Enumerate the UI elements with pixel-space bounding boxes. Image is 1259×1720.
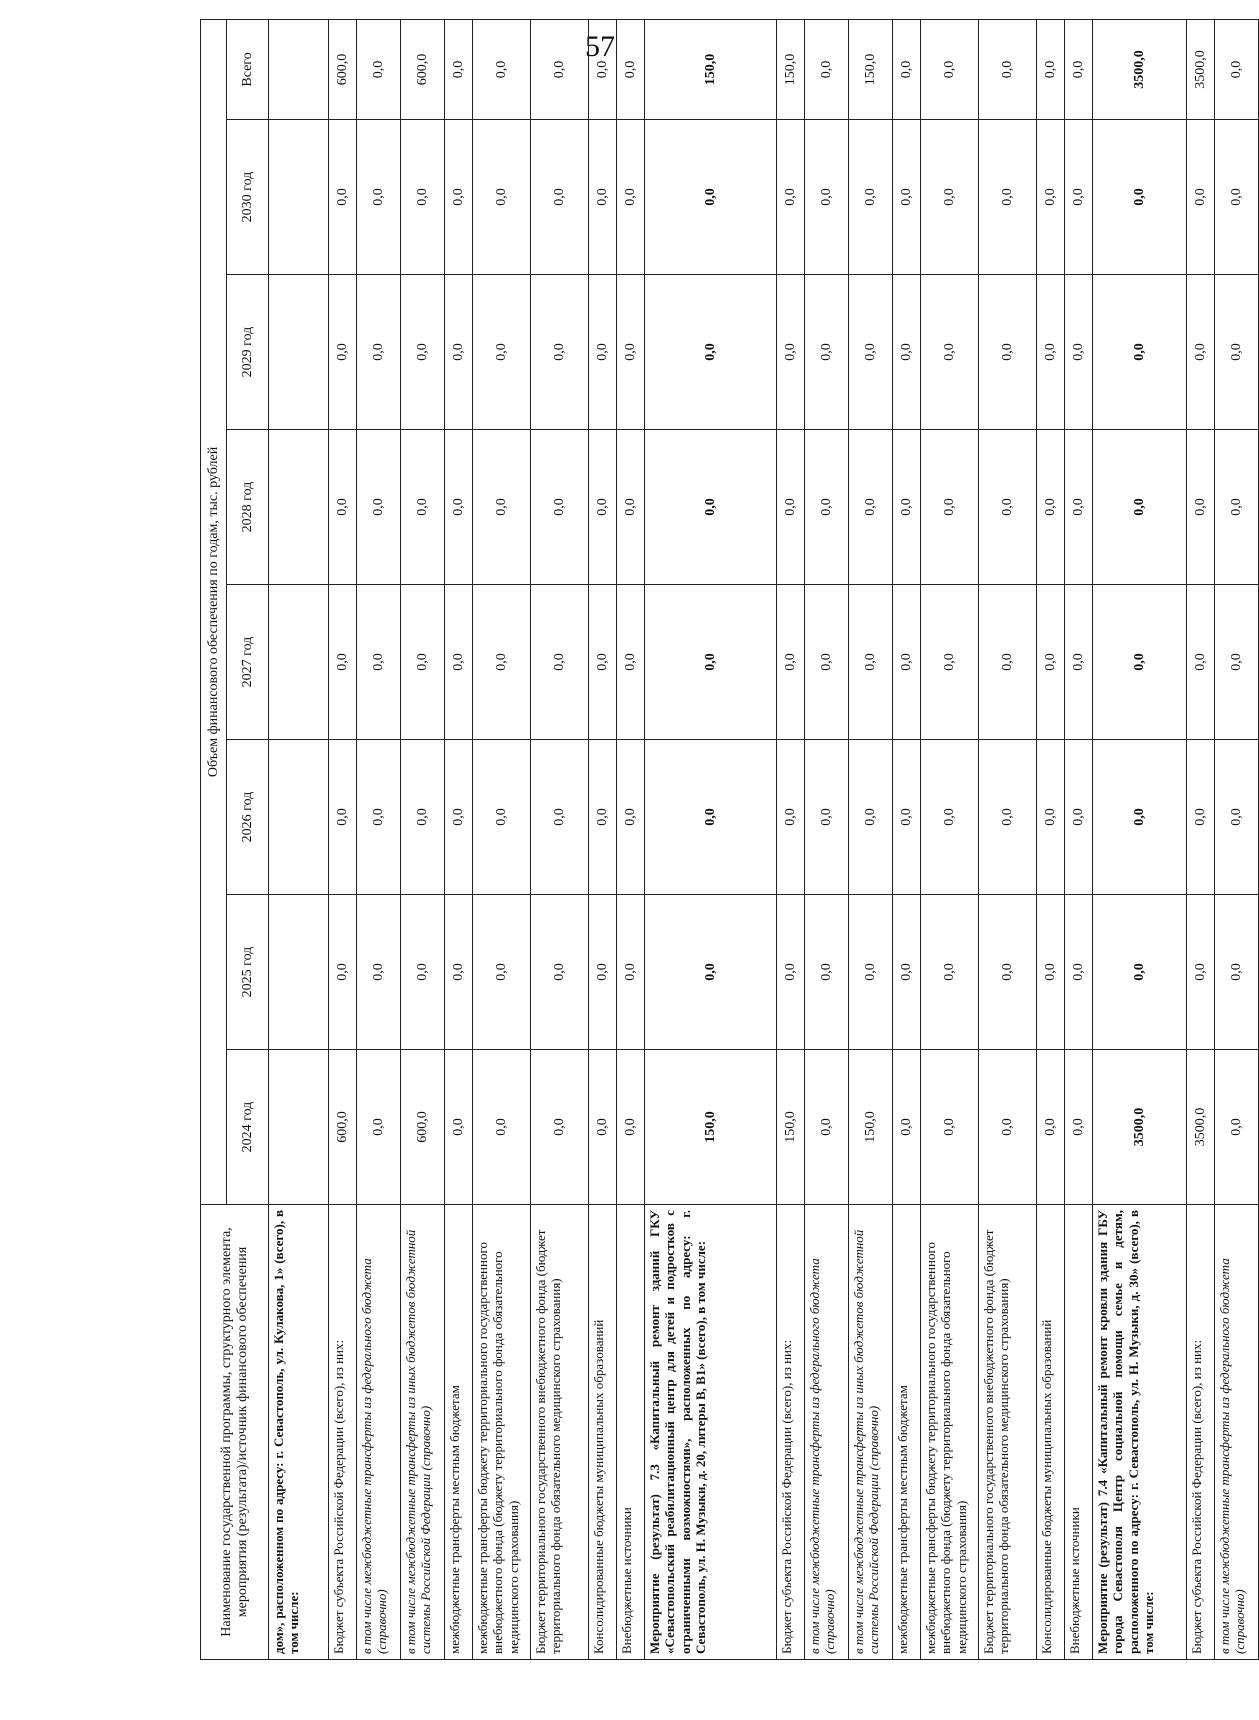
- row-label: межбюджетные трансферты местным бюджетам: [445, 1205, 473, 1660]
- row-value: 0,0: [849, 740, 893, 895]
- row-value: 0,0: [1093, 740, 1187, 895]
- row-value: 0,0: [445, 19, 473, 119]
- row-value: 0,0: [979, 895, 1037, 1050]
- row-label: в том числе межбюджетные трансферты из федерального бюджета (справочно): [805, 1205, 849, 1660]
- row-value: 0,0: [473, 120, 531, 275]
- table-row: [531, 19, 589, 1659]
- page-number: 57: [585, 30, 615, 63]
- row-value: 0,0: [329, 740, 357, 895]
- row-value: 0,0: [805, 275, 849, 430]
- row-value: 0,0: [979, 19, 1037, 119]
- row-value: 0,0: [893, 740, 921, 895]
- row-value: 0,0: [805, 1050, 849, 1205]
- row-label: межбюджетные трансферты местным бюджетам: [893, 1205, 921, 1660]
- row-value: 0,0: [1037, 430, 1065, 585]
- row-value: 0,0: [473, 275, 531, 430]
- row-value: 0,0: [531, 120, 589, 275]
- row-value: 0,0: [401, 895, 445, 1050]
- row-value: 0,0: [979, 585, 1037, 740]
- table-row: [1215, 19, 1259, 1659]
- row-label: Бюджет субъекта Российской Федерации (всего), из них:: [777, 1205, 805, 1660]
- row-value: 0,0: [589, 1050, 617, 1205]
- row-label: Мероприятие (результат) 7.3 «Капитальный ремонт зданий ГКУ «Севастопольский реабилитационный центр для детей и подростков с ограниченными возможностями», расположенных по адресу: г. Севастополь, ул. Н. Музыки, д. 20, литеры В, В1» (всего), в том числе:: [645, 1205, 777, 1660]
- row-value: 0,0: [401, 740, 445, 895]
- row-value: 0,0: [1187, 895, 1215, 1050]
- row-value: 0,0: [401, 585, 445, 740]
- row-value: 600,0: [401, 19, 445, 119]
- row-value: 0,0: [1065, 19, 1093, 119]
- header-year-2: 2026 год: [227, 740, 269, 895]
- row-value: 0,0: [979, 740, 1037, 895]
- row-value: 0,0: [805, 585, 849, 740]
- row-value: 0,0: [445, 1050, 473, 1205]
- row-value: 0,0: [531, 19, 589, 119]
- row-value: 0,0: [979, 120, 1037, 275]
- header-year-1: 2025 год: [227, 895, 269, 1050]
- row-label: Бюджет территориального государственного внебюджетного фонда (бюджет территориального фонда обязательного медицинского страхования): [979, 1205, 1037, 1660]
- header-volume-title: Объем финансового обеспечения по годам, тыс. рублей: [201, 19, 227, 1204]
- row-value: 0,0: [1093, 430, 1187, 585]
- row-value: 0,0: [921, 585, 979, 740]
- row-value: 0,0: [1037, 895, 1065, 1050]
- row-value: [269, 740, 329, 895]
- row-value: 0,0: [849, 585, 893, 740]
- row-value: 0,0: [357, 1050, 401, 1205]
- row-value: 0,0: [1065, 895, 1093, 1050]
- row-label: дом», расположенном по адресу: г. Севастополь, ул. Кулакова, 1» (всего), в том числе:: [269, 1205, 329, 1660]
- row-value: 0,0: [531, 1050, 589, 1205]
- row-value: [269, 275, 329, 430]
- row-value: 3500,0: [1093, 1050, 1187, 1205]
- table-row: [805, 19, 849, 1659]
- row-value: 0,0: [1037, 275, 1065, 430]
- row-value: 0,0: [1093, 120, 1187, 275]
- header-year-3: 2027 год: [227, 585, 269, 740]
- table-row: [357, 19, 401, 1659]
- row-value: 0,0: [645, 585, 777, 740]
- row-value: 0,0: [445, 585, 473, 740]
- table-row: [1037, 19, 1065, 1659]
- row-value: 0,0: [979, 275, 1037, 430]
- row-value: 0,0: [617, 430, 645, 585]
- row-label: межбюджетные трансферты бюджету территориального государственного внебюджетного фонда (бюджету территориального фонда обязательного медицинского страхования): [921, 1205, 979, 1660]
- row-value: 0,0: [617, 275, 645, 430]
- row-value: 0,0: [617, 895, 645, 1050]
- row-value: 0,0: [777, 895, 805, 1050]
- header-year-4: 2028 год: [227, 430, 269, 585]
- row-value: 0,0: [921, 275, 979, 430]
- row-value: 0,0: [531, 740, 589, 895]
- table-row: [329, 19, 357, 1659]
- row-value: 150,0: [849, 1050, 893, 1205]
- row-label: Мероприятие (результат) 7.4 «Капитальный ремонт кровли здания ГБУ города Севастополя Центр социальной помощи семье и детям, расположенного по адресу: г. Севастополь, ул. Н. Музыки, д. 30» (всего), в том числе:: [1093, 1205, 1187, 1660]
- table-row: [1065, 19, 1093, 1659]
- row-value: 0,0: [445, 120, 473, 275]
- row-value: 0,0: [805, 740, 849, 895]
- row-label: межбюджетные трансферты бюджету территориального государственного внебюджетного фонда (бюджету территориального фонда обязательного медицинского страхования): [473, 1205, 531, 1660]
- row-label: Внебюджетные источники: [617, 1205, 645, 1660]
- row-value: [269, 19, 329, 119]
- row-value: 0,0: [849, 430, 893, 585]
- row-value: 0,0: [445, 275, 473, 430]
- row-value: 0,0: [1037, 120, 1065, 275]
- row-value: 0,0: [531, 895, 589, 1050]
- row-value: 0,0: [645, 895, 777, 1050]
- row-value: 0,0: [1215, 740, 1259, 895]
- row-value: 3500,0: [1187, 1050, 1215, 1205]
- row-value: 0,0: [645, 430, 777, 585]
- row-value: 0,0: [1215, 275, 1259, 430]
- row-value: 0,0: [777, 740, 805, 895]
- table-row: [921, 19, 979, 1659]
- row-value: 600,0: [329, 19, 357, 119]
- row-value: 0,0: [893, 275, 921, 430]
- row-value: 0,0: [473, 430, 531, 585]
- row-value: 0,0: [617, 585, 645, 740]
- row-value: 0,0: [473, 1050, 531, 1205]
- row-value: 0,0: [589, 585, 617, 740]
- row-value: 0,0: [617, 120, 645, 275]
- row-value: 0,0: [921, 120, 979, 275]
- table-row: [617, 19, 645, 1659]
- row-value: 0,0: [357, 585, 401, 740]
- row-value: 0,0: [357, 19, 401, 119]
- row-value: [269, 430, 329, 585]
- row-value: 0,0: [357, 740, 401, 895]
- row-value: 0,0: [1065, 275, 1093, 430]
- row-value: 0,0: [1187, 585, 1215, 740]
- row-value: 0,0: [1037, 740, 1065, 895]
- row-value: 0,0: [589, 120, 617, 275]
- row-value: 0,0: [1187, 120, 1215, 275]
- row-value: 0,0: [1215, 895, 1259, 1050]
- row-label: Консолидированные бюджеты муниципальных образований: [1037, 1205, 1065, 1660]
- row-value: [269, 895, 329, 1050]
- row-value: [269, 1050, 329, 1205]
- row-value: 0,0: [329, 275, 357, 430]
- row-label: в том числе межбюджетные трансферты из иных бюджетов бюджетной системы Российской Федерации (справочно): [401, 1205, 445, 1660]
- row-value: 150,0: [777, 19, 805, 119]
- row-value: 0,0: [357, 895, 401, 1050]
- row-value: 0,0: [921, 740, 979, 895]
- row-value: 0,0: [645, 740, 777, 895]
- row-value: 0,0: [1065, 740, 1093, 895]
- table-row: [979, 19, 1037, 1659]
- row-value: 0,0: [617, 740, 645, 895]
- row-value: 0,0: [777, 430, 805, 585]
- row-value: 0,0: [401, 120, 445, 275]
- header-year-6: 2030 год: [227, 120, 269, 275]
- table-row: [401, 19, 445, 1659]
- row-value: 0,0: [777, 585, 805, 740]
- row-value: 0,0: [1187, 430, 1215, 585]
- row-value: 0,0: [329, 585, 357, 740]
- row-value: 0,0: [329, 895, 357, 1050]
- table-row: [645, 19, 777, 1659]
- table-row: [893, 19, 921, 1659]
- row-value: 0,0: [921, 895, 979, 1050]
- header-name-column: Наименование государственной программы, структурного элемента, мероприятия (результата)/источник финансового обеспечения: [201, 1205, 269, 1660]
- row-value: 0,0: [777, 275, 805, 430]
- row-value: 0,0: [589, 275, 617, 430]
- row-value: 0,0: [589, 895, 617, 1050]
- row-value: 0,0: [401, 430, 445, 585]
- row-value: 0,0: [921, 430, 979, 585]
- table-row: [589, 19, 617, 1659]
- row-value: 0,0: [921, 19, 979, 119]
- row-value: 0,0: [1215, 430, 1259, 585]
- row-value: 0,0: [921, 1050, 979, 1205]
- row-value: 0,0: [617, 19, 645, 119]
- row-value: 0,0: [805, 895, 849, 1050]
- row-value: 0,0: [849, 120, 893, 275]
- row-value: 0,0: [893, 1050, 921, 1205]
- row-value: 0,0: [849, 895, 893, 1050]
- row-value: 0,0: [473, 585, 531, 740]
- row-value: [269, 585, 329, 740]
- row-value: 0,0: [1037, 19, 1065, 119]
- row-value: 0,0: [893, 585, 921, 740]
- row-value: 0,0: [645, 275, 777, 430]
- row-value: 0,0: [473, 740, 531, 895]
- row-value: 0,0: [1093, 895, 1187, 1050]
- financing-table: [200, 19, 1259, 1660]
- row-value: 3500,0: [1187, 19, 1215, 119]
- row-value: 0,0: [1215, 120, 1259, 275]
- rotated-table-container: [200, 20, 1248, 1660]
- row-value: 0,0: [445, 430, 473, 585]
- row-value: 0,0: [401, 275, 445, 430]
- row-label: Бюджет субъекта Российской Федерации (всего), из них:: [329, 1205, 357, 1660]
- row-value: 0,0: [1187, 275, 1215, 430]
- table-row: [777, 19, 805, 1659]
- row-value: 0,0: [473, 895, 531, 1050]
- row-value: 600,0: [401, 1050, 445, 1205]
- row-value: 0,0: [777, 120, 805, 275]
- row-label: Консолидированные бюджеты муниципальных образований: [589, 1205, 617, 1660]
- row-value: 0,0: [1065, 1050, 1093, 1205]
- row-value: 0,0: [1187, 740, 1215, 895]
- row-value: 0,0: [1093, 275, 1187, 430]
- row-value: 0,0: [589, 19, 617, 119]
- row-value: 0,0: [805, 430, 849, 585]
- row-value: 0,0: [1215, 585, 1259, 740]
- table-body: [269, 19, 1259, 1659]
- row-value: 0,0: [805, 120, 849, 275]
- header-year-7: Всего: [227, 19, 269, 119]
- row-value: 0,0: [1215, 1050, 1259, 1205]
- row-value: 150,0: [777, 1050, 805, 1205]
- row-label: в том числе межбюджетные трансферты из федерального бюджета (справочно): [1215, 1205, 1259, 1660]
- table-row: [473, 19, 531, 1659]
- row-value: [269, 120, 329, 275]
- row-value: 0,0: [617, 1050, 645, 1205]
- row-value: 0,0: [357, 120, 401, 275]
- row-value: 0,0: [589, 430, 617, 585]
- row-value: 0,0: [893, 19, 921, 119]
- table-row: [445, 19, 473, 1659]
- row-value: 0,0: [1065, 120, 1093, 275]
- row-label: в том числе межбюджетные трансферты из федерального бюджета (справочно): [357, 1205, 401, 1660]
- row-value: 0,0: [1093, 585, 1187, 740]
- row-value: 0,0: [531, 585, 589, 740]
- row-label: Бюджет территориального государственного внебюджетного фонда (бюджет территориального фонда обязательного медицинского страхования): [531, 1205, 589, 1660]
- table-row: [269, 19, 329, 1659]
- row-value: 150,0: [645, 1050, 777, 1205]
- row-value: 0,0: [473, 19, 531, 119]
- row-value: 0,0: [329, 120, 357, 275]
- row-value: 0,0: [445, 740, 473, 895]
- table-row: [1187, 19, 1215, 1659]
- row-value: 0,0: [979, 1050, 1037, 1205]
- header-year-0: 2024 год: [227, 1050, 269, 1205]
- row-value: 0,0: [645, 120, 777, 275]
- row-value: 0,0: [893, 120, 921, 275]
- row-value: 0,0: [589, 740, 617, 895]
- header-year-5: 2029 год: [227, 275, 269, 430]
- table-row: [849, 19, 893, 1659]
- row-value: 0,0: [531, 430, 589, 585]
- row-value: 0,0: [1065, 585, 1093, 740]
- row-value: 0,0: [1037, 585, 1065, 740]
- row-label: Внебюджетные источники: [1065, 1205, 1093, 1660]
- row-value: 0,0: [329, 430, 357, 585]
- row-value: 0,0: [1065, 430, 1093, 585]
- row-label: Бюджет субъекта Российской Федерации (всего), из них:: [1187, 1205, 1215, 1660]
- row-value: 0,0: [531, 275, 589, 430]
- row-value: 0,0: [979, 430, 1037, 585]
- row-value: 0,0: [445, 895, 473, 1050]
- row-value: 0,0: [1037, 1050, 1065, 1205]
- row-value: 600,0: [329, 1050, 357, 1205]
- row-value: 0,0: [357, 430, 401, 585]
- row-label: в том числе межбюджетные трансферты из иных бюджетов бюджетной системы Российской Федерации (справочно): [849, 1205, 893, 1660]
- row-value: 0,0: [1215, 19, 1259, 119]
- row-value: 150,0: [645, 19, 777, 119]
- table-row: [1093, 19, 1187, 1659]
- row-value: 0,0: [893, 430, 921, 585]
- row-value: 3500,0: [1093, 19, 1187, 119]
- row-value: 150,0: [849, 19, 893, 119]
- row-value: 0,0: [893, 895, 921, 1050]
- row-value: 0,0: [357, 275, 401, 430]
- row-value: 0,0: [849, 275, 893, 430]
- row-value: 0,0: [805, 19, 849, 119]
